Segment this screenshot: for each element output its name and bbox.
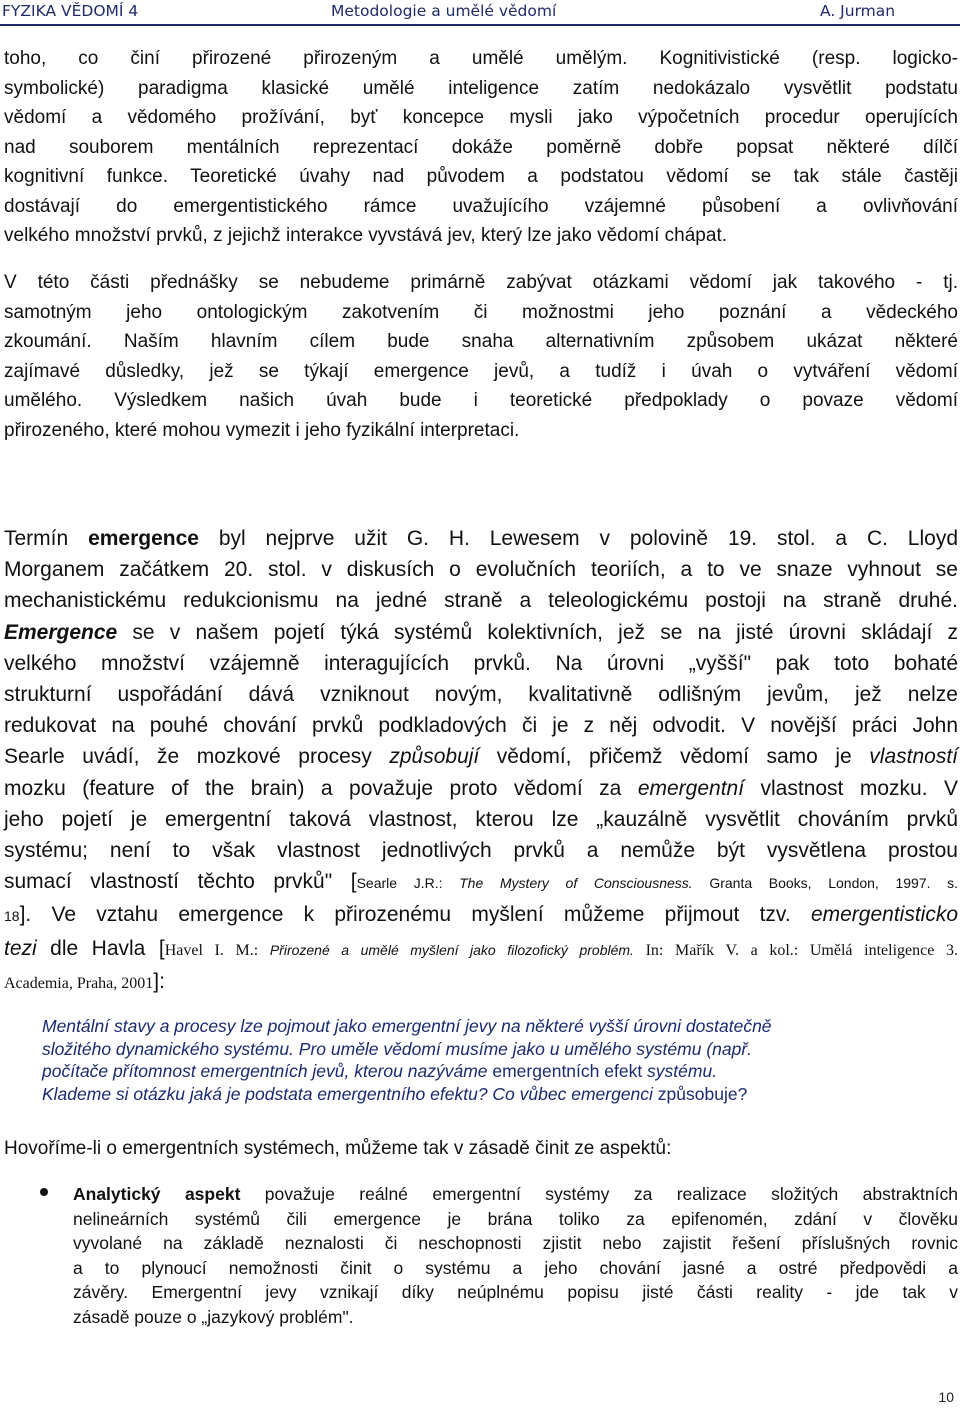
text-span: mozku (feature of the brain) a považuje proto vědomí za xyxy=(4,776,638,800)
quote-line xyxy=(42,1083,960,1106)
citation: Havel I. M.: xyxy=(164,941,270,959)
header-author: A. Jurman xyxy=(820,2,896,20)
paragraph-3 xyxy=(4,523,958,999)
term-analytical-aspect: Analytický aspekt xyxy=(73,1184,241,1204)
text-line: mechanistickému redukcionismu na jedné straně a teleologickému postoji na straně druhé. xyxy=(4,589,958,613)
text-line: kognitivní funkce. Teoretické úvahy nad původem a podstatou vědomí se tak stále častěji xyxy=(4,166,958,187)
text-span: vědomí, přičemž vědomí samo je xyxy=(479,745,870,769)
quote-line xyxy=(42,1060,960,1083)
citation-title: The Mystery of Consciousness. xyxy=(459,875,693,892)
text-line xyxy=(4,773,958,804)
text-line: nelineárních systémů čili emergence je brána toliko za epifenomén, zdání v člověku xyxy=(73,1208,958,1229)
text-span: Searle uvádí, že mozkové procesy xyxy=(4,745,390,769)
page-header xyxy=(0,0,960,26)
text-span: sumací vlastností těchto prvků" [ xyxy=(4,870,357,894)
text-line: zásadě pouze o „jazykový problém". xyxy=(73,1306,354,1327)
emphasis: vlastností xyxy=(869,745,958,769)
paragraph-2 xyxy=(4,268,958,445)
term-emergence: emergence xyxy=(88,527,199,550)
emphasis: tezi xyxy=(4,936,37,960)
text-line xyxy=(4,966,958,999)
citation: Searle J.R.: xyxy=(356,875,460,892)
header-chapter-title: Metodologie a umělé vědomí xyxy=(331,2,557,20)
text-span: Klademe si otázku jaká je podstata emergentního efektu? Co vůbec emergenci xyxy=(42,1083,658,1104)
text-line: V této části přednášky se nebudeme primárně zabývat otázkami vědomí jak takového - tj. xyxy=(4,272,958,293)
text-span: systému. xyxy=(647,1061,718,1081)
text-span: emergentních efekt xyxy=(492,1061,648,1081)
page-number: 10 xyxy=(938,1389,954,1405)
text-line: strukturní uspořádání dává vzniknout novým, kvalitativně odlišným jevům, jež nelze xyxy=(4,683,958,707)
text-span: vlastnost mozku. V xyxy=(744,776,958,800)
citation: 18 xyxy=(4,908,20,925)
block-quote xyxy=(42,1015,960,1105)
term-emergence-italic: Emergence xyxy=(4,620,118,644)
text-line xyxy=(4,617,958,648)
text-span: Termín xyxy=(4,527,89,550)
text-line: zkoumání. Naším hlavním cílem bude snaha alternativním způsobem ukázat některé xyxy=(4,331,958,352)
text-line: toho, co činí přirozené přirozeným a umělé umělým. Kognitivistické (resp. logicko- xyxy=(4,48,958,69)
text-span: byl nejprve užit G. H. Lewesem v polovině 19. stol. a C. Lloyd xyxy=(198,527,959,550)
text-line: jeho pojetí je emergentní taková vlastnost, kterou lze „kauzálně vysvětlit chováním prvků xyxy=(4,807,958,831)
citation-title: Přirozené a umělé myšlení jako filozofický problém. xyxy=(269,941,634,958)
text-line: dostávají do emergentistického rámce uvažujícího vzájemné působení a ovlivňování xyxy=(4,195,958,217)
text-line: závěry. Emergentní jevy vznikají díky neúplnému popisu jisté části reality - jde tak v xyxy=(73,1282,958,1302)
text-line xyxy=(4,741,958,772)
text-span: se v našem pojetí týká systémů kolektivních, jež se na jisté úrovni skládají z xyxy=(117,620,958,644)
emphasis: emergentisticko xyxy=(810,903,958,927)
text-line: nad souborem mentálních reprezentací dokáže poměrně dobře popsat některé dílčí xyxy=(4,136,958,158)
text-line xyxy=(4,899,958,932)
text-span: ]: xyxy=(153,969,165,993)
text-span: ]. Ve vztahu emergence k přirozenému myšlení můžeme přijmout tzv. xyxy=(19,903,811,927)
header-course-title: FYZIKA VĚDOMÍ 4 xyxy=(2,2,139,20)
text-line: samotným jeho ontologickým zakotvením či možnostmi jeho poznání a vědeckého xyxy=(4,301,958,323)
bullet-icon xyxy=(40,1188,48,1196)
text-span: považuje reálné emergentní systémy za realizace složitých abstraktních xyxy=(240,1184,958,1204)
text-line: redukovat na pouhé chování prvků podkladových či je z něj odvodit. V novější práci John xyxy=(4,714,958,738)
text-span: počítače přítomnost emergentních jevů, kterou nazýváme xyxy=(42,1061,493,1081)
text-line: velkého množství prvků, z jejichž interakce vyvstává jev, který lze jako vědomí chápat. xyxy=(4,225,728,246)
text-line xyxy=(73,1182,958,1207)
text-line xyxy=(4,933,958,966)
text-span: dle Havla [ xyxy=(36,936,165,960)
quote-line: složitého dynamického systému. Pro uměle vědomí musíme jako u umělého systému (např. xyxy=(42,1038,753,1059)
text-line: vyvolané na základě neznalosti či neschopnosti zjistit nebo zajistit řešení příslušných rovnic xyxy=(73,1233,958,1253)
emphasis: emergentní xyxy=(637,776,745,800)
citation: Granta Books, London, 1997. s. xyxy=(692,875,959,892)
text-line: vědomí a vědomého prožívání, byť koncepce mysli jako výpočetních procedur operujících xyxy=(4,107,958,128)
text-line: a to plynoucí nemožnosti činit o systému a jeho chování jasné a ostré předpovědi a xyxy=(73,1257,958,1278)
text-line: přirozeného, které mohou vymezit i jeho fyzikální interpretaci. xyxy=(4,419,520,441)
quote-line: Mentální stavy a procesy lze pojmout jako emergentní jevy na některé vyšší úrovni dostatečně xyxy=(42,1016,772,1036)
aspects-intro: Hovoříme-li o emergentních systémech, můžeme tak v zásadě činit ze aspektů: xyxy=(4,1138,672,1159)
text-line: velkého množství vzájemně interagujících prvků. Na úrovni „vyšší" pak toto bohaté xyxy=(4,651,958,675)
paragraph-1 xyxy=(4,44,958,251)
text-line: Morganem začátkem 20. stol. v diskusích o evolučních teoriích, a to ve snaze vyhnout se xyxy=(4,558,958,582)
list-item xyxy=(73,1182,958,1329)
text-line: systému; není to však vlastnost jednotlivých prvků a nemůže být vysvětlena prostou xyxy=(4,839,958,863)
text-line xyxy=(4,866,958,899)
citation: In: Mařík V. a kol.: Umělá inteligence 3. xyxy=(633,941,958,959)
text-line: umělého. Výsledkem našich úvah bude i teoretické předpoklady o povaze vědomí xyxy=(4,390,958,411)
citation: Academia, Praha, 2001 xyxy=(4,974,154,992)
text-line: symbolické) paradigma klasické umělé inteligence zatím nedokázalo vysvětlit podstatu xyxy=(4,77,958,99)
text-line xyxy=(4,523,958,554)
text-span: způsobuje? xyxy=(657,1083,748,1104)
emphasis: způsobují xyxy=(389,745,480,769)
text-line: zajímavé důsledky, jež se týkají emergence jevů, a tudíž i úvah o vytváření vědomí xyxy=(4,360,958,382)
header-rule xyxy=(0,24,960,26)
